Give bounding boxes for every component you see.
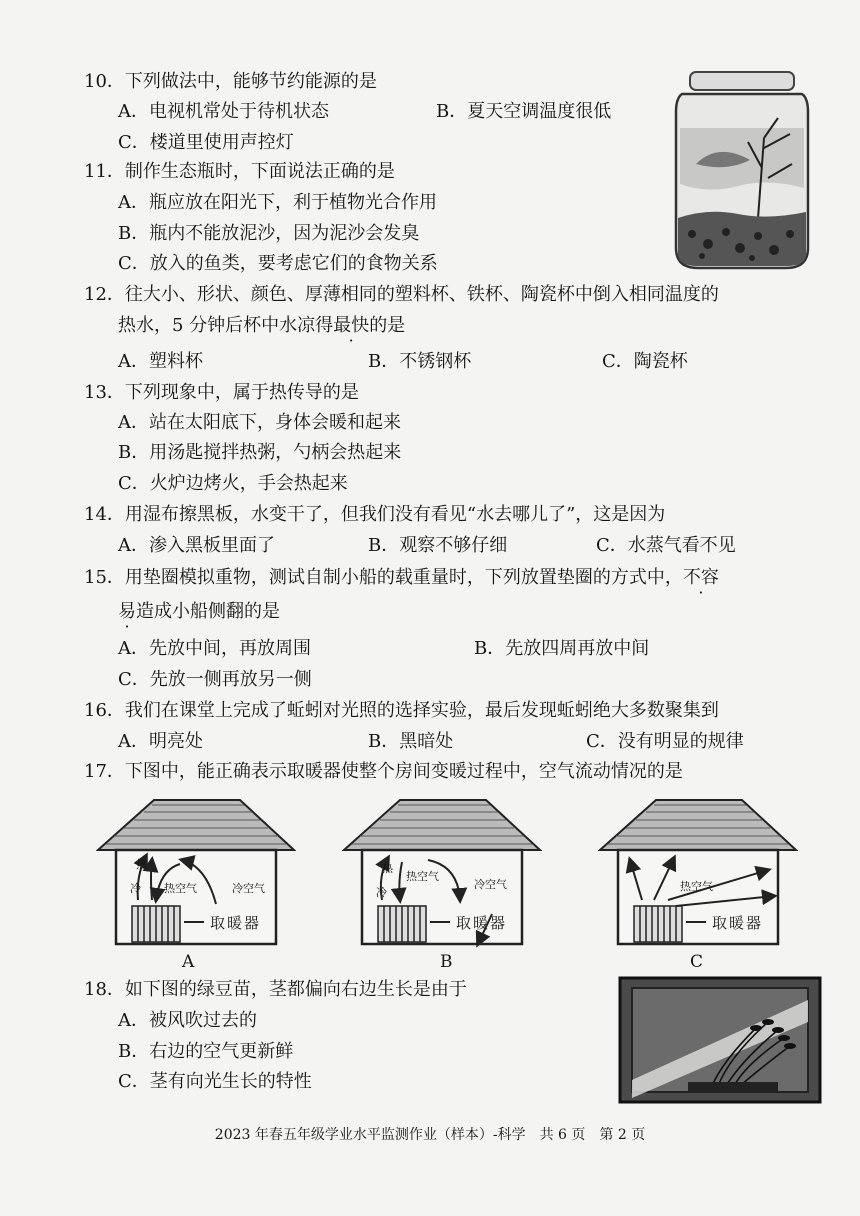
q12-emphasis: 最快 [333,315,370,336]
q16-option-a: A．明亮处 [118,731,203,752]
q13-stem: 13．下列现象中，属于热传导的是 [84,382,359,403]
q12-option-c: C．陶瓷杯 [602,351,688,372]
q14-option-b: B．观察不够仔细 [368,535,508,556]
q15-stem-pre: 15．用垫圈模拟重物，测试自制小船的载重量时，下列放置垫圈的方式中， [84,567,683,588]
q10-stem: 10．下列做法中，能够节约能源的是 [84,71,377,92]
house-diagram-b [342,796,542,976]
house-a-cold-air-label: 冷空气 [232,882,265,895]
q15-emphasis-1: 不容 [682,567,719,588]
q16-option-b: B．黑暗处 [368,731,454,752]
q13-option-a: A．站在太阳底下，身体会暖和起来 [118,412,401,433]
q10-option-a: A．电视机常处于待机状态 [118,101,329,122]
house-a-hot-air-label: 热空气 [164,882,197,895]
q12-stem-pre: 热水，5 分钟后杯中水凉得 [118,315,334,336]
q13-option-b: B．用汤匙搅拌热粥，勺柄会热起来 [118,442,402,463]
house-b-letter: B [440,952,453,972]
house-b-heater-label: 取暖器 [456,914,508,932]
house-c-letter: C [690,952,704,972]
q18-option-a: A．被风吹过去的 [118,1010,257,1031]
q18-option-b: B．右边的空气更新鲜 [118,1041,294,1062]
page-footer: 2023 年春五年级学业水平监测作业（样本）-科学 共 6 页 第 2 页 [214,1127,646,1143]
q15-option-c: C．先放一侧再放另一侧 [118,669,312,690]
q12-stem-line1: 12．往大小、形状、颜色、厚薄相同的塑料杯、铁杯、陶瓷杯中倒入相同温度的 [84,284,719,305]
q15-stem-post: 造成小船侧翻的是 [136,601,280,622]
house-c-hot-air-label: 热空气 [680,880,713,893]
q11-option-c: C．放入的鱼类，要考虑它们的食物关系 [118,253,438,274]
q11-option-b: B．瓶内不能放泥沙，因为泥沙会发臭 [118,223,420,244]
q16-stem: 16．我们在课堂上完成了蚯蚓对光照的选择实验，最后发现蚯蚓绝大多数聚集到 [84,700,719,721]
house-b-cold-label: 冷 [376,886,387,899]
q15-option-a: A．先放中间，再放周围 [118,638,311,659]
house-b-hot-label: 热 [382,862,393,875]
house-a-cold-label: 冷 [130,882,141,895]
q16-option-c: C．没有明显的规律 [586,731,744,752]
house-a-letter: A [182,952,195,972]
bean-sprout-box-image [618,976,822,1104]
q15-stem-line2 [118,600,280,624]
q14-option-c: C．水蒸气看不见 [596,535,736,556]
q14-stem: 14．用湿布擦黑板，水变干了，但我们没有看见“水去哪儿了”，这是因为 [84,504,666,525]
q10-option-b: B．夏天空调温度很低 [436,101,612,122]
q11-option-a: A．瓶应放在阳光下，利于植物光合作用 [118,192,437,213]
q12-stem-line2 [118,314,405,338]
q13-option-c: C．火炉边烤火，手会热起来 [118,473,348,494]
house-b-hot-air-label: 热空气 [406,870,439,883]
q14-option-a: A．渗入黑板里面了 [118,535,275,556]
q18-stem: 18．如下图的绿豆苗，茎都偏向右边生长是由于 [84,979,467,1000]
q10-option-c: C．楼道里使用声控灯 [118,132,294,153]
house-a-heater-label: 取暖器 [210,914,262,932]
q11-stem: 11．制作生态瓶时，下面说法正确的是 [84,161,395,182]
q15-option-b: B．先放四周再放中间 [474,638,650,659]
q18-option-c: C．茎有向光生长的特性 [118,1071,312,1092]
q15-stem-line1 [84,566,719,590]
q17-stem: 17．下图中，能正确表示取暖器使整个房间变暖过程中，空气流动情况的是 [84,761,683,782]
eco-jar-image [668,68,816,274]
house-a-hot-label: 热 [136,858,147,871]
q12-stem-post: 的是 [369,315,406,336]
q15-emphasis-2: 易 [118,601,136,622]
house-c-heater-label: 取暖器 [712,914,764,932]
house-b-cold-air-label: 冷空气 [474,878,507,891]
q12-option-a: A．塑料杯 [118,351,203,372]
q12-option-b: B．不锈钢杯 [368,351,472,372]
